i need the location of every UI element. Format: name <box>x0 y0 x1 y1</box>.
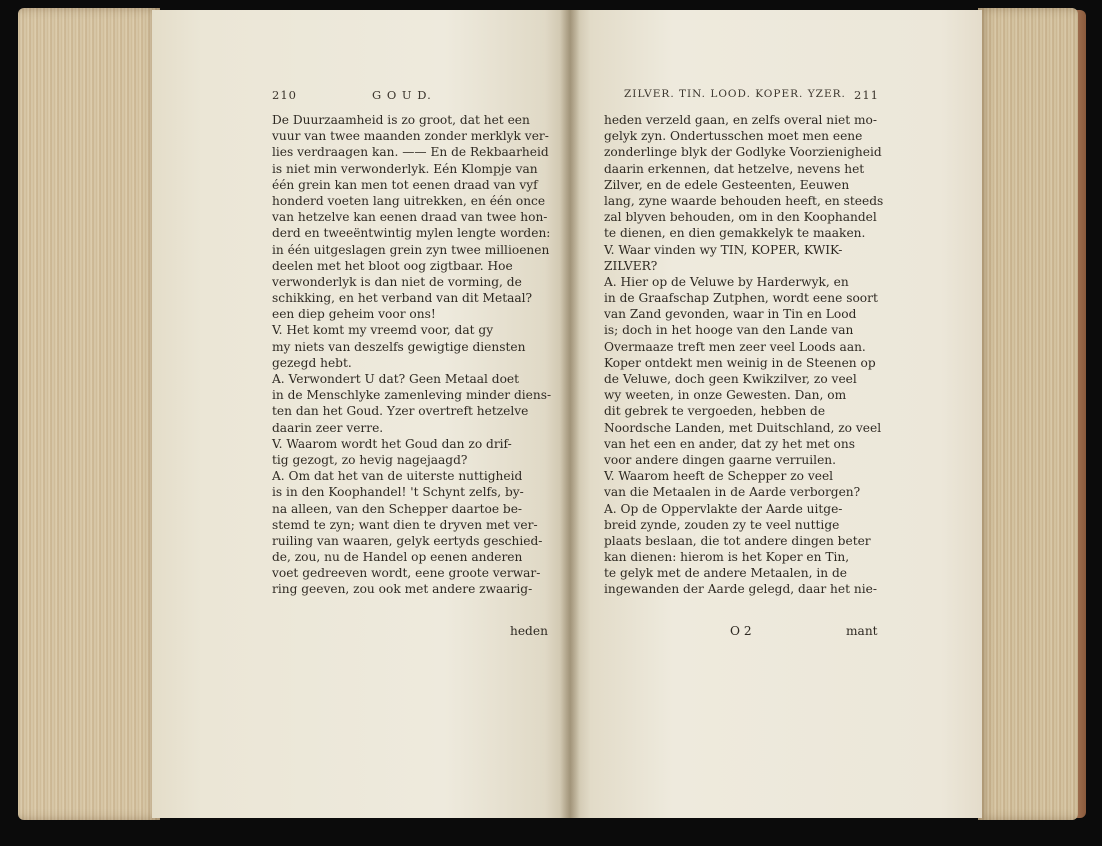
left-page-number: 210 <box>272 88 297 102</box>
left-page-text-line: derd en tweeëntwintig mylen lengte worden: <box>272 226 551 241</box>
right-page-text-line: Zilver, en de edele Gesteenten, Eeuwen <box>604 177 850 192</box>
right-page-text-line: ZILVER? <box>604 258 658 273</box>
right-page-text-line: zal blyven behouden, om in den Koophandel <box>604 210 877 225</box>
left-page-text-line: schikking, en het verband van dit Metaal? <box>272 291 533 306</box>
right-page-text-line: heden verzeld gaan, en zelfs overal niet mo- <box>604 113 878 127</box>
right-page-text-line: daarin erkennen, dat hetzelve, nevens het <box>604 161 865 176</box>
left-page-text-line: honderd voeten lang uitrekken, en één once <box>272 193 546 208</box>
left-page-text-line: my niets van deszelfs gewigtige diensten <box>272 339 526 354</box>
right-page-text-line: van die Metaalen in de Aarde verborgen? <box>604 485 861 500</box>
left-page-text-line: in de Menschlyke zamenleving minder diens- <box>272 388 552 403</box>
left-page-text-line: een diep geheim voor ons! <box>272 307 436 322</box>
left-page-text-line: in één uitgeslagen grein zyn twee millioenen <box>272 242 550 257</box>
left-page-text <box>272 112 552 598</box>
left-page-text-line: lies verdraagen kan. —— En de Rekbaarheid <box>272 145 549 160</box>
left-page-text-line: A. Verwondert U dat? Geen Metaal doet <box>272 372 520 386</box>
right-page-number: 211 <box>854 88 879 102</box>
left-page-text-line: De Duurzaamheid is zo groot, dat het een <box>272 113 530 127</box>
right-page-text-line: A. Hier op de Veluwe by Harderwyk, en <box>604 274 849 289</box>
right-page-text-line: breid zynde, zouden zy te veel nuttige <box>604 517 840 532</box>
right-page-text-line: zonderlinge blyk der Godlyke Voorzienigheid <box>604 145 882 160</box>
right-page-text-line: in de Graafschap Zutphen, wordt eene soort <box>604 291 878 306</box>
right-page-text-line: dit gebrek te vergoeden, hebben de <box>604 404 826 419</box>
right-page-text-line: voor andere dingen gaarne verruilen. <box>604 452 837 467</box>
right-page-text-line: V. Waar vinden wy TIN, KOPER, KWIK- <box>604 242 843 257</box>
left-page-text-line: daarin zeer verre. <box>272 420 384 435</box>
left-catchword: heden <box>510 624 548 638</box>
signature-mark: O 2 <box>730 624 752 638</box>
left-page-text-line: deelen met het bloot oog zigtbaar. Hoe <box>272 258 513 273</box>
left-page-text-line: na alleen, van den Schepper daartoe be- <box>272 501 523 516</box>
right-page-text-line: te gelyk met de andere Metaalen, in de <box>604 566 847 581</box>
left-page-text-line: V. Waarom wordt het Goud dan zo drif- <box>272 436 512 451</box>
left-running-head: G O U D. <box>372 88 432 102</box>
left-page-text-line: is niet min verwonderlyk. Eén Klompje van <box>272 161 538 176</box>
right-page-text-line: Koper ontdekt men weinig in de Steenen op <box>604 355 876 370</box>
left-page-text-line: van hetzelve kan eenen draad van twee hon- <box>272 210 548 225</box>
left-page-text-line: is in den Koophandel! 't Schynt zelfs, by- <box>272 485 524 500</box>
right-page-text-line: V. Waarom heeft de Schepper zo veel <box>604 469 834 484</box>
left-page-text-line: V. Het komt my vreemd voor, dat gy <box>272 323 494 338</box>
left-page-text-line: één grein kan men tot eenen draad van vyf <box>272 177 538 192</box>
right-catchword: mant <box>846 624 878 638</box>
left-page-text-line: voet gedreeven wordt, eene groote verwar- <box>272 566 541 581</box>
right-page-text <box>604 112 884 598</box>
left-page-text-line: gezegd hebt. <box>272 355 352 370</box>
left-page-text-line: A. Om dat het van de uiterste nuttigheid <box>272 469 523 484</box>
right-page-text-line: lang, zyne waarde behouden heeft, en steeds <box>604 193 884 208</box>
right-page-text-line: van Zand gevonden, waar in Tin en Lood <box>604 307 857 322</box>
left-page-text-line: vuur van twee maanden zonder merklyk ver- <box>272 129 549 144</box>
left-page-text-line: verwonderlyk is dan niet de vorming, de <box>272 274 522 289</box>
left-page-text-line: ruiling van waaren, gelyk eertyds geschied- <box>272 533 543 548</box>
right-page-text-line: is; doch in het hooge van den Lande van <box>604 323 854 338</box>
right-running-head: ZILVER. TIN. LOOD. KOPER. YZER. <box>624 88 846 100</box>
left-page-text-line: de, zou, nu de Handel op eenen anderen <box>272 550 523 565</box>
right-page-text-line: kan dienen: hierom is het Koper en Tin, <box>604 550 850 565</box>
right-page-text-line: ingewanden der Aarde gelegd, daar het nie- <box>604 582 877 597</box>
right-page-text-line: van het een en ander, dat zy het met ons <box>604 436 855 451</box>
right-page-edges <box>978 8 1078 820</box>
left-page-text-line: ring geeven, zou ook met andere zwaarig- <box>272 582 533 597</box>
right-page-text-line: te dienen, en dien gemakkelyk te maaken. <box>604 226 866 241</box>
right-page-text-line: A. Op de Oppervlakte der Aarde uitge- <box>604 501 843 516</box>
left-page-text-line: tig gezogt, zo hevig nagejaagd? <box>272 452 468 467</box>
right-page-text-line: plaats beslaan, die tot andere dingen beter <box>604 533 871 548</box>
right-page-text-line: Overmaaze treft men zeer veel Loods aan. <box>604 339 866 354</box>
right-page-text-line: Noordsche Landen, met Duitschland, zo veel <box>604 420 882 435</box>
right-page-text-line: gelyk zyn. Ondertusschen moet men eene <box>604 129 863 144</box>
right-page-text-line: de Veluwe, doch geen Kwikzilver, zo veel <box>604 372 857 386</box>
right-page-text-line: wy weeten, in onze Gewesten. Dan, om <box>604 388 847 403</box>
left-page-text-line: stemd te zyn; want dien te dryven met ver- <box>272 517 538 532</box>
left-page-text-line: ten dan het Goud. Yzer overtreft hetzelve <box>272 404 529 419</box>
left-page-edges <box>18 8 160 820</box>
book-gutter <box>560 10 580 818</box>
